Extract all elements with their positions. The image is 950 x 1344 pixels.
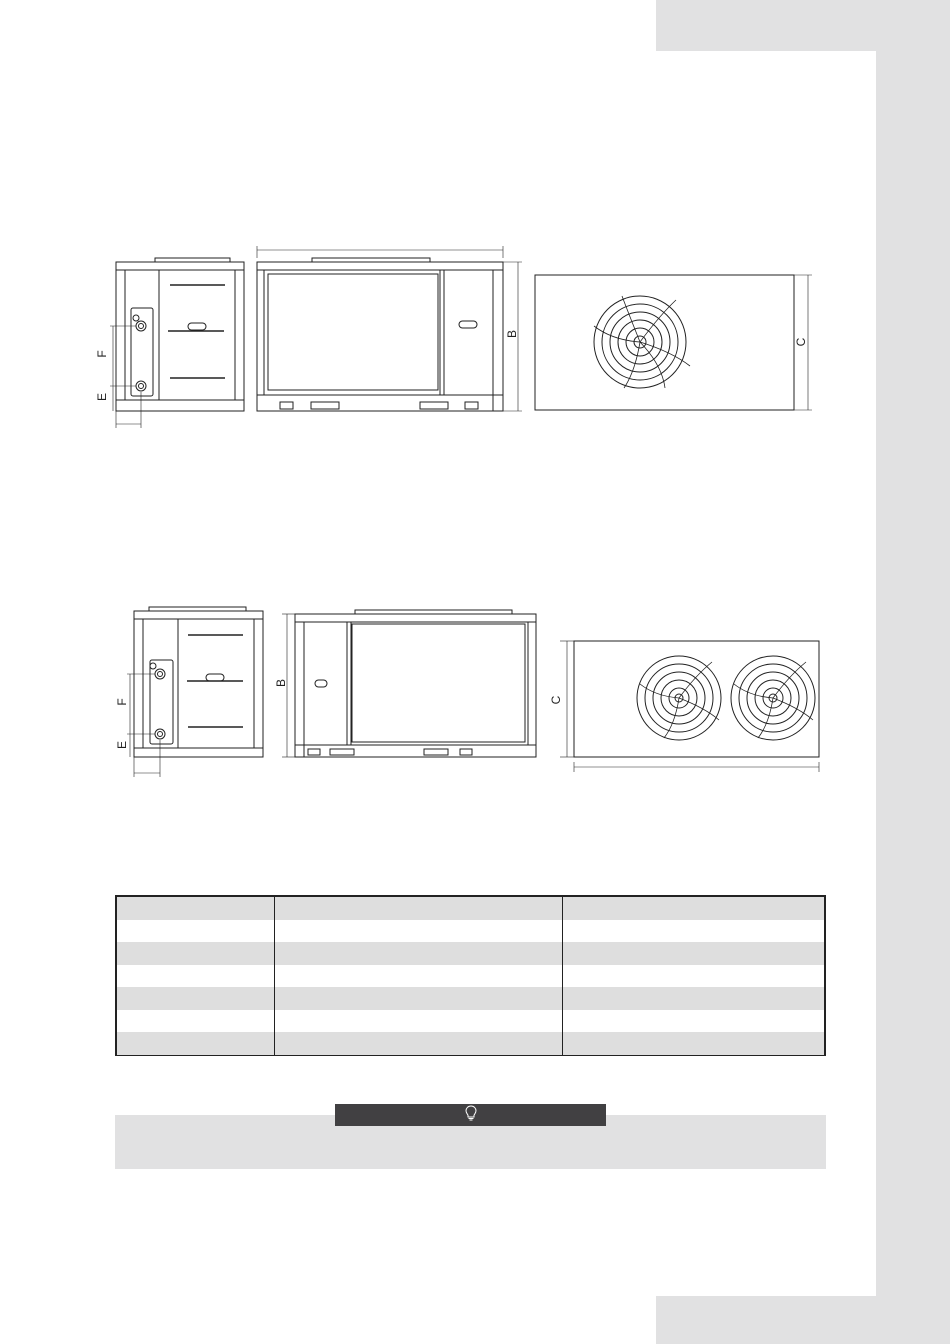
dim-label-E-unit2: E: [115, 740, 129, 750]
table-cell: [117, 897, 275, 920]
table-cell: [117, 1032, 275, 1055]
table-cell: [117, 965, 275, 988]
table-row: [117, 987, 824, 1010]
lightbulb-icon: [465, 1105, 477, 1126]
note-header: [335, 1104, 606, 1126]
table-cell: [563, 897, 824, 920]
table-row: [117, 965, 824, 988]
table-cell: [117, 987, 275, 1010]
table-cell: [117, 1010, 275, 1033]
dim-label-F-unit2: F: [115, 698, 129, 706]
table-row: [117, 920, 824, 943]
table-row: [117, 897, 824, 920]
unit1-side-view: [110, 258, 244, 428]
unit2-front-view: [282, 610, 536, 757]
table-cell: [563, 1032, 824, 1055]
table-cell: [275, 897, 563, 920]
table-cell: [275, 1010, 563, 1033]
dim-label-E-unit1: E: [95, 392, 109, 402]
table-cell: [275, 920, 563, 943]
table-cell: [275, 987, 563, 1010]
spec-table: [115, 895, 826, 1056]
table-cell: [117, 920, 275, 943]
dim-label-B-unit2: B: [274, 678, 288, 688]
dim-label-B-unit1: B: [505, 329, 519, 339]
dim-label-F-unit1: F: [95, 350, 109, 358]
table-row: [117, 1010, 824, 1033]
table-cell: [563, 987, 824, 1010]
unit2-side-view: [127, 607, 263, 777]
table-cell: [275, 965, 563, 988]
table-row: [117, 942, 824, 965]
table-cell: [117, 942, 275, 965]
table-cell: [275, 942, 563, 965]
table-cell: [563, 942, 824, 965]
unit1-top-view: [535, 275, 812, 410]
table-cell: [563, 1010, 824, 1033]
unit2-top-view: [560, 641, 819, 772]
dim-label-C-unit1: C: [794, 337, 808, 347]
unit1-front-view: [257, 246, 522, 411]
dim-label-C-unit2: C: [549, 695, 563, 705]
table-cell: [563, 920, 824, 943]
table-cell: [275, 1032, 563, 1055]
table-cell: [563, 965, 824, 988]
table-row: [117, 1032, 824, 1055]
